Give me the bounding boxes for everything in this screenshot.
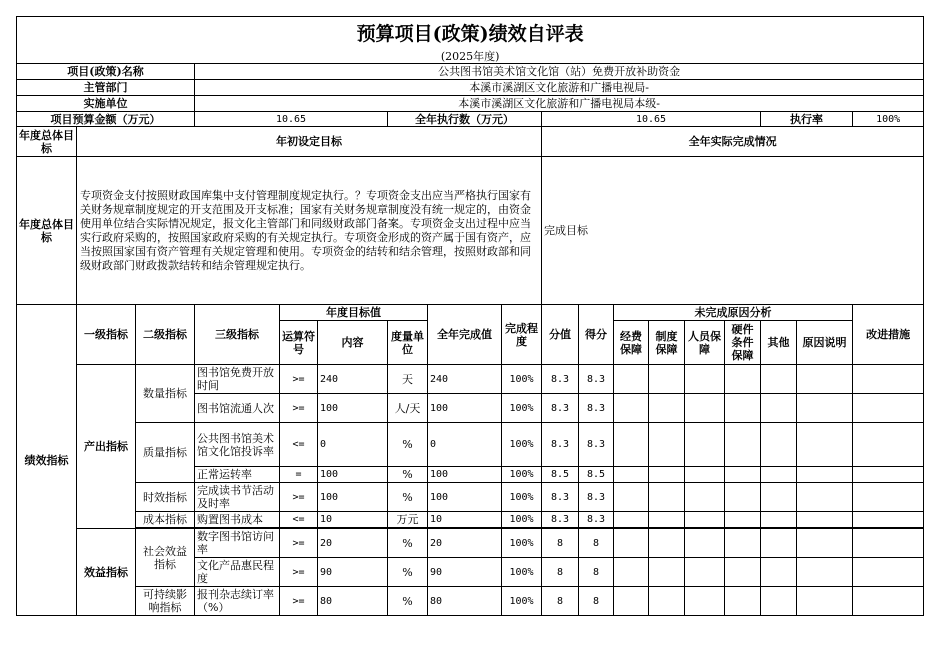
level3-cell: 数字图书馆访问率 bbox=[195, 529, 280, 558]
reason-cell bbox=[614, 483, 649, 512]
content-cell: 100 bbox=[318, 394, 388, 423]
table-row bbox=[17, 365, 930, 394]
reason-cell bbox=[649, 529, 685, 558]
reason-cell bbox=[685, 423, 725, 467]
unit-value: 本溪市溪湖区文化旅游和广播电视局本级- bbox=[195, 96, 924, 112]
score-cell: 8.3 bbox=[579, 512, 614, 528]
reason-cell bbox=[649, 467, 685, 483]
score-cell: 8 bbox=[579, 558, 614, 587]
reason-other-header: 其他 bbox=[761, 321, 797, 365]
level3-cell: 完成读书节活动及时率 bbox=[195, 483, 280, 512]
actual-cell: 20 bbox=[428, 529, 502, 558]
unit-cell: 万元 bbox=[388, 512, 428, 528]
reason-cell bbox=[761, 365, 797, 394]
reason-cell bbox=[614, 512, 649, 528]
rate-label: 执行率 bbox=[761, 112, 853, 127]
project-name-label: 项目(政策)名称 bbox=[17, 64, 195, 80]
reason-cell bbox=[614, 394, 649, 423]
reason-cell bbox=[685, 587, 725, 616]
table-row bbox=[17, 529, 930, 558]
score-cell: 8.3 bbox=[579, 365, 614, 394]
operator-cell: >= bbox=[280, 587, 318, 616]
reason-cell bbox=[725, 587, 761, 616]
unit-cell: % bbox=[388, 587, 428, 616]
score-value-header: 分值 bbox=[542, 305, 579, 365]
reason-cell bbox=[725, 558, 761, 587]
reason-cell bbox=[761, 529, 797, 558]
actual-cell: 100 bbox=[428, 483, 502, 512]
perf-section-label: 绩效指标 bbox=[17, 305, 77, 616]
reason-cell bbox=[685, 467, 725, 483]
content-cell: 0 bbox=[318, 423, 388, 467]
value-cell: 8 bbox=[542, 529, 579, 558]
reason-cell bbox=[685, 394, 725, 423]
actual-cell: 100 bbox=[428, 394, 502, 423]
actual-goal-header: 全年实际完成情况 bbox=[542, 127, 924, 157]
reason-cell bbox=[853, 512, 924, 528]
operator-cell: >= bbox=[280, 483, 318, 512]
reason-cell bbox=[853, 467, 924, 483]
self-evaluation-form bbox=[16, 16, 929, 616]
score-cell: 8.3 bbox=[579, 394, 614, 423]
level3-cell: 图书馆流通人次 bbox=[195, 394, 280, 423]
score-cell: 8 bbox=[579, 587, 614, 616]
goal-row-label-top: 年度总体目标 bbox=[17, 127, 77, 157]
operator-cell: = bbox=[280, 467, 318, 483]
actual-header: 全年完成值 bbox=[428, 305, 502, 365]
table-row bbox=[17, 423, 930, 467]
reason-cell bbox=[614, 365, 649, 394]
reason-cell bbox=[761, 467, 797, 483]
reason-cell bbox=[797, 512, 853, 528]
reason-cell bbox=[685, 558, 725, 587]
reason-cell bbox=[761, 512, 797, 528]
operator-cell: >= bbox=[280, 558, 318, 587]
table-row bbox=[17, 483, 930, 512]
department-label: 主管部门 bbox=[17, 80, 195, 96]
reason-cell bbox=[614, 529, 649, 558]
actual-cell: 10 bbox=[428, 512, 502, 528]
reason-cell bbox=[797, 467, 853, 483]
reason-cell bbox=[725, 512, 761, 528]
initial-goal-text: 专项资金支付按照财政国库集中支付管理制度规定执行。？专项资金支出应当严格执行国家有关财务规章制度规定的开支范围及开支标准；国家有关财务规章制度没有统一规定的，由资金使用单位结合实际情况规定，报文化主管部门和同级财政部门备案。专项资金支出过程中应当实行政府采购的，按照国家政府采购的有关规定执行。专项资金形成的资产属于国有资产，应当按照国家国有资产管理有关规定管理和使用。专项资金的结转和结余管理，按照财政部和同级财政部门财政拨款结转和结余管理规定执行。 bbox=[77, 157, 542, 305]
unit-cell: % bbox=[388, 558, 428, 587]
reason-cell bbox=[614, 558, 649, 587]
reason-cell bbox=[614, 587, 649, 616]
budget-label: 项目预算金额（万元） bbox=[17, 112, 195, 127]
operator-cell: >= bbox=[280, 394, 318, 423]
degree-cell: 100% bbox=[502, 558, 542, 587]
degree-cell: 100% bbox=[502, 483, 542, 512]
reason-group-header: 未完成原因分析 bbox=[614, 305, 853, 321]
reason-cell bbox=[614, 423, 649, 467]
reason-cell bbox=[797, 365, 853, 394]
reason-cell bbox=[725, 394, 761, 423]
operator-cell: >= bbox=[280, 529, 318, 558]
reason-cell bbox=[797, 483, 853, 512]
unit-header: 度量单位 bbox=[388, 321, 428, 365]
degree-cell: 100% bbox=[502, 365, 542, 394]
unit-cell: 天 bbox=[388, 365, 428, 394]
actual-cell: 240 bbox=[428, 365, 502, 394]
score-cell: 8.5 bbox=[579, 467, 614, 483]
reason-cell bbox=[649, 558, 685, 587]
value-cell: 8.5 bbox=[542, 467, 579, 483]
level3-header: 三级指标 bbox=[195, 305, 280, 365]
sustain-indicator-label: 可持续影响指标 bbox=[136, 587, 195, 616]
value-cell: 8.3 bbox=[542, 394, 579, 423]
score-cell: 8.3 bbox=[579, 483, 614, 512]
quantity-indicator-label: 数量指标 bbox=[136, 365, 195, 423]
unit-cell: % bbox=[388, 423, 428, 467]
reason-cell bbox=[853, 558, 924, 587]
value-cell: 8 bbox=[542, 587, 579, 616]
reason-cell bbox=[725, 529, 761, 558]
degree-cell: 100% bbox=[502, 512, 542, 528]
table-row bbox=[17, 512, 930, 528]
cost-indicator-label: 成本指标 bbox=[136, 512, 195, 528]
goal-row-label: 年度总体目标 bbox=[17, 157, 77, 305]
unit-cell: % bbox=[388, 529, 428, 558]
reason-system-header: 制度保障 bbox=[649, 321, 685, 365]
reason-cell bbox=[761, 394, 797, 423]
reason-cell bbox=[685, 483, 725, 512]
reason-cell bbox=[649, 483, 685, 512]
unit-cell: 人/天 bbox=[388, 394, 428, 423]
reason-cell bbox=[853, 483, 924, 512]
rate-value: 100% bbox=[853, 112, 924, 127]
effect-indicator-label: 效益指标 bbox=[77, 529, 136, 616]
content-cell: 10 bbox=[318, 512, 388, 528]
target-group-header: 年度目标值 bbox=[280, 305, 428, 321]
value-cell: 8.3 bbox=[542, 365, 579, 394]
actual-goal-text: 完成目标 bbox=[542, 157, 924, 305]
social-indicator-label: 社会效益指标 bbox=[136, 529, 195, 587]
time-indicator-label: 时效指标 bbox=[136, 483, 195, 512]
content-cell: 100 bbox=[318, 467, 388, 483]
unit-label: 实施单位 bbox=[17, 96, 195, 112]
reason-cell bbox=[685, 365, 725, 394]
initial-goal-header: 年初设定目标 bbox=[77, 127, 542, 157]
content-cell: 90 bbox=[318, 558, 388, 587]
actual-cell: 100 bbox=[428, 467, 502, 483]
level1-header: 一级指标 bbox=[77, 305, 136, 365]
executed-value: 10.65 bbox=[542, 112, 761, 127]
unit-cell: % bbox=[388, 467, 428, 483]
operator-cell: <= bbox=[280, 423, 318, 467]
value-cell: 8.3 bbox=[542, 483, 579, 512]
reason-cell bbox=[853, 587, 924, 616]
level3-cell: 正常运转率 bbox=[195, 467, 280, 483]
content-cell: 80 bbox=[318, 587, 388, 616]
project-name-value: 公共图书馆美术馆文化馆（站）免费开放补助资金 bbox=[195, 64, 924, 80]
reason-cell bbox=[797, 394, 853, 423]
reason-cell bbox=[761, 483, 797, 512]
operator-cell: <= bbox=[280, 512, 318, 528]
level3-cell: 报刊杂志续订率（%） bbox=[195, 587, 280, 616]
operator-cell: >= bbox=[280, 365, 318, 394]
operator-header: 运算符号 bbox=[280, 321, 318, 365]
reason-cell bbox=[761, 558, 797, 587]
level3-cell: 公共图书馆美术馆文化馆投诉率 bbox=[195, 423, 280, 467]
reason-hardware-header: 硬件条件保障 bbox=[725, 321, 761, 365]
evaluation-table bbox=[16, 16, 929, 616]
department-value: 本溪市溪湖区文化旅游和广播电视局- bbox=[195, 80, 924, 96]
reason-cell bbox=[797, 558, 853, 587]
table-row bbox=[17, 587, 930, 616]
reason-cell bbox=[725, 483, 761, 512]
reason-cell bbox=[725, 423, 761, 467]
value-cell: 8.3 bbox=[542, 423, 579, 467]
content-cell: 240 bbox=[318, 365, 388, 394]
value-cell: 8 bbox=[542, 558, 579, 587]
reason-cell bbox=[649, 587, 685, 616]
reason-note-header: 原因说明 bbox=[797, 321, 853, 365]
actual-cell: 90 bbox=[428, 558, 502, 587]
reason-cell bbox=[797, 587, 853, 616]
reason-cell bbox=[614, 467, 649, 483]
reason-cell bbox=[725, 467, 761, 483]
executed-label: 全年执行数（万元） bbox=[388, 112, 542, 127]
actual-cell: 80 bbox=[428, 587, 502, 616]
degree-cell: 100% bbox=[502, 467, 542, 483]
measures-header: 改进措施 bbox=[853, 305, 924, 365]
reason-staff-header: 人员保障 bbox=[685, 321, 725, 365]
unit-cell: % bbox=[388, 483, 428, 512]
page-title: 预算项目(政策)绩效自评表 bbox=[17, 17, 924, 50]
reason-cell bbox=[649, 512, 685, 528]
reason-cell bbox=[853, 529, 924, 558]
level3-cell: 文化产品惠民程度 bbox=[195, 558, 280, 587]
reason-cell bbox=[649, 423, 685, 467]
degree-cell: 100% bbox=[502, 529, 542, 558]
reason-cell bbox=[797, 529, 853, 558]
value-cell: 8.3 bbox=[542, 512, 579, 528]
score-cell: 8.3 bbox=[579, 423, 614, 467]
reason-cell bbox=[649, 394, 685, 423]
reason-funding-header: 经费保障 bbox=[614, 321, 649, 365]
reason-cell bbox=[853, 423, 924, 467]
degree-cell: 100% bbox=[502, 587, 542, 616]
reason-cell bbox=[685, 529, 725, 558]
reason-cell bbox=[685, 512, 725, 528]
reason-cell bbox=[853, 365, 924, 394]
level3-cell: 购置图书成本 bbox=[195, 512, 280, 528]
quality-indicator-label: 质量指标 bbox=[136, 423, 195, 483]
degree-cell: 100% bbox=[502, 423, 542, 467]
degree-cell: 100% bbox=[502, 394, 542, 423]
reason-cell bbox=[649, 365, 685, 394]
score-cell: 8 bbox=[579, 529, 614, 558]
level3-cell: 图书馆免费开放时间 bbox=[195, 365, 280, 394]
reason-cell bbox=[797, 423, 853, 467]
budget-value: 10.65 bbox=[195, 112, 388, 127]
score-header: 得分 bbox=[579, 305, 614, 365]
content-cell: 100 bbox=[318, 483, 388, 512]
degree-header: 完成程度 bbox=[502, 305, 542, 365]
reason-cell bbox=[853, 394, 924, 423]
content-cell: 20 bbox=[318, 529, 388, 558]
reason-cell bbox=[761, 423, 797, 467]
reason-cell bbox=[725, 365, 761, 394]
year-subtitle: (2025年度) bbox=[17, 49, 924, 64]
actual-cell: 0 bbox=[428, 423, 502, 467]
level2-header: 二级指标 bbox=[136, 305, 195, 365]
output-indicator-label: 产出指标 bbox=[77, 365, 136, 529]
content-header: 内容 bbox=[318, 321, 388, 365]
reason-cell bbox=[761, 587, 797, 616]
